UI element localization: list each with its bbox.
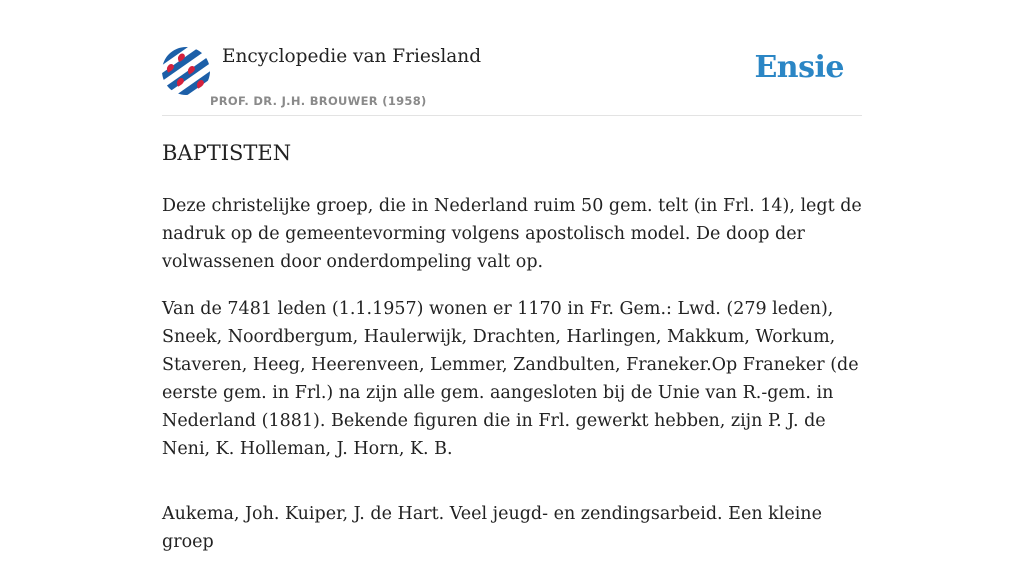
book-author: PROF. DR. J.H. BROUWER (1958) bbox=[210, 94, 427, 108]
header bbox=[162, 0, 862, 116]
page bbox=[162, 0, 862, 552]
article-paragraph: Deze christelijke groep, die in Nederland ruim 50 gem. telt (in Frl. 14), legt de nadruk op de gemeentevorming volgens apostolisch model. De doop der volwassenen door onderdompeling valt op. bbox=[162, 196, 862, 272]
article-title: BAPTISTEN bbox=[162, 141, 292, 165]
article-paragraph: Aukema, Joh. Kuiper, J. de Hart. Veel jeugd- en zendingsarbeid. Een kleine groep bbox=[162, 504, 822, 552]
brand-logo-link[interactable]: Ensie bbox=[754, 50, 844, 85]
book-title[interactable]: Encyclopedie van Friesland bbox=[222, 46, 482, 67]
article-paragraph: Van de 7481 leden (1.1.1957) wonen er 1170 in Fr. Gem.: Lwd. (279 leden), Sneek, Noordbergum, Haulerwijk, Drachten, Harlingen, Makkum, Workum, Staveren, Heeg, Heerenveen, Lemmer, Zandbulten, Franeker.Op Franeker (de eerste gem. in Frl.) na zijn alle gem. aangesloten bij de Unie van R.-gem. in Nederland (1881). Bekende figuren die in Frl. gewerkt hebben, zijn P. J. de Neni, K. Holleman, J. Horn, K. B. bbox=[162, 299, 859, 459]
frisian-flag-icon[interactable] bbox=[162, 47, 210, 95]
article-body bbox=[162, 192, 862, 575]
